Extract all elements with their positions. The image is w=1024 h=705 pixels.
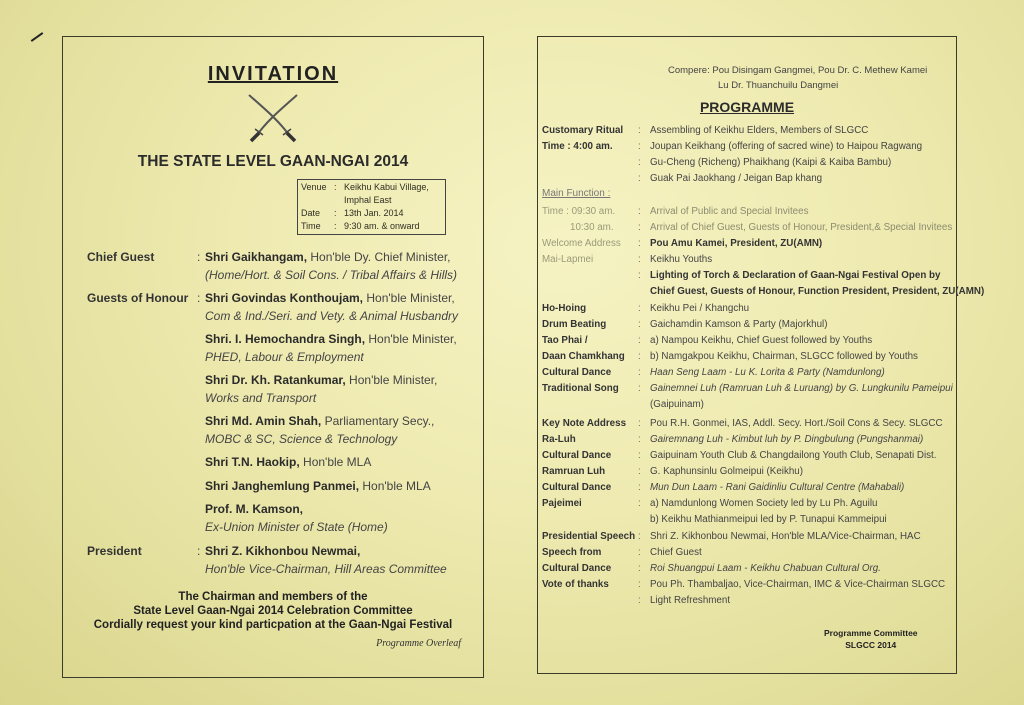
programme-colon: : [638, 173, 641, 184]
programme-item-label: Tao Phai / [542, 335, 588, 346]
programme-row [542, 204, 952, 220]
programme-item-label: Pajeimei [542, 498, 582, 509]
compere-label: Compere: [668, 65, 710, 76]
programme-item-value: Keikhu Youths [650, 254, 713, 265]
chief-guest-name: Shri Gaikhangam, [205, 250, 308, 264]
venue-key [301, 194, 334, 207]
programme-item-value: Shri Z. Kikhonbou Newmai, Hon'ble MLA/Vice-Chairman, HAC [650, 531, 921, 542]
request-line: Cordially request your kind particpation at the Gaan-Ngai Festival [93, 619, 453, 631]
compere-names: Pou Disingam Gangmei, Pou Dr. C. Methew Kamei [709, 65, 928, 76]
programme-colon: : [638, 319, 641, 330]
programme-colon: : [638, 531, 641, 542]
guest-entry [205, 500, 388, 536]
time-key: Time [301, 221, 321, 231]
programme-item-label: Customary Ritual [542, 125, 624, 136]
programme-row [542, 317, 952, 333]
programme-row [542, 301, 952, 317]
date-key: Date [301, 208, 321, 218]
programme-item-value: Keikhu Pei / Khangchu [650, 303, 750, 314]
chief-guest [205, 248, 457, 284]
programme-row [542, 139, 952, 155]
programme-colon: : [638, 563, 641, 574]
programme-item-value: Light Refreshment [650, 595, 731, 606]
programme-item-label: Drum Beating [542, 319, 607, 330]
programme-colon: : [638, 254, 641, 265]
programme-item-value: Roi Shuangpui Laam - Keikhu Chabuan Cultural Org. [650, 563, 881, 574]
guest-name: Shri. I. Hemochandra Singh, [205, 332, 366, 346]
programme-item-label: Cultural Dance [542, 482, 612, 493]
programme-item-value: Lighting of Torch & Declaration of Gaan-Ngai Festival Open by [650, 270, 941, 281]
programme-item-value: b) Keikhu Mathianmeipui led by P. Tunapui Kammeipui [650, 514, 887, 525]
programme-colon: : [638, 367, 641, 378]
programme-item-label: Ra-Luh [542, 434, 576, 445]
programme-colon: : [638, 222, 641, 233]
chief-guest-role: Hon'ble Dy. Chief Minister, [307, 250, 451, 264]
committee-name: Programme Committee [824, 628, 918, 638]
programme-item-value: G. Kaphunsinlu Golmeipui (Keikhu) [650, 466, 804, 477]
programme-row [542, 496, 952, 512]
programme-item-label: Cultural Dance [542, 450, 612, 461]
guest-portfolio: Com & Ind./Seri. and Vety. & Animal Husbandry [205, 309, 459, 323]
programme-row [542, 252, 952, 268]
programme-title: PROGRAMME [699, 99, 795, 115]
guest-entry [205, 371, 437, 407]
colon: : [197, 291, 201, 305]
programme-colon: : [638, 270, 641, 281]
programme-item-value: Pou Amu Kamei, President, ZU(AMN) [650, 238, 823, 249]
programme-item-value: a) Namdunlong Women Society led by Lu Ph. Aguilu [650, 498, 878, 509]
programme-row [542, 577, 952, 593]
programme-colon: : [638, 125, 641, 136]
programme-row [542, 561, 952, 577]
guest-entry [205, 289, 458, 325]
guests-of-honour-label: Guests of Honour [87, 291, 189, 305]
programme-item-label: Cultural Dance [542, 563, 612, 574]
guest-role: Hon'ble MLA [299, 455, 372, 469]
programme-row [542, 480, 952, 496]
guest-role: Hon'ble Minister, [365, 332, 457, 346]
programme-item-value: (Gaipuinam) [650, 399, 704, 410]
guest-role: Hon'ble Minister, [345, 373, 438, 387]
guest-name: Shri Janghemlung Panmei, [205, 479, 360, 493]
programme-row [542, 171, 952, 187]
programme-colon: : [638, 482, 641, 493]
programme-colon: : [638, 383, 641, 394]
president-portfolio: Hon'ble Vice-Chairman, Hill Areas Committee [205, 562, 447, 576]
guest-name: Prof. M. Kamson, [205, 502, 304, 516]
programme-panel [537, 36, 985, 674]
time-row: Time : 9:30 am. & onward [301, 221, 420, 231]
guest-portfolio: Works and Transport [205, 391, 317, 405]
guest-role: Hon'ble Minister, [363, 291, 455, 305]
programme-row [542, 365, 952, 381]
programme-row [542, 123, 952, 139]
venue-row [301, 194, 442, 207]
request-line: State Level Gaan-Ngai 2014 Celebration Committee [133, 605, 413, 617]
programme-colon: : [638, 595, 641, 606]
programme-row [542, 220, 952, 236]
venue-row: Venue : Keikhu Kabui Village, [301, 182, 429, 192]
programme-row [542, 529, 952, 545]
guest-role: Parliamentary Secy., [321, 414, 435, 428]
programme-row [542, 397, 952, 413]
guest-name: Shri T.N. Haokip, [205, 455, 300, 469]
programme-item-value: Gairemnang Luh - Kimbut luh by P. Dingbulung (Pungshanmai) [650, 434, 924, 445]
programme-item-value: Mun Dun Laam - Rani Gaidinliu Cultural Centre (Mahabali) [650, 482, 905, 493]
crossed-swords-icon [245, 91, 301, 145]
programme-item-label: Daan Chamkhang [542, 351, 625, 362]
programme-item-value: Chief Guest, Guests of Honour, Function President, President, ZU(AMN) [650, 286, 985, 297]
guest-portfolio: Ex-Union Minister of State (Home) [205, 520, 388, 534]
programme-row [542, 349, 952, 365]
programme-item-label: Time : 4:00 am. [542, 141, 613, 152]
festival-title: THE STATE LEVEL GAAN-NGAI 2014 [137, 153, 409, 170]
invitation-panel [62, 36, 484, 678]
programme-colon: : [638, 157, 641, 168]
president-label: President [87, 544, 142, 558]
programme-colon: : [638, 303, 641, 314]
programme-row [542, 448, 952, 464]
programme-row [542, 333, 952, 349]
programme-row [542, 155, 952, 171]
programme-colon: : [638, 238, 641, 249]
programme-item-value: Guak Pai Jaokhang / Jeigan Bap khang [650, 173, 823, 184]
guest-role: Hon'ble MLA [359, 479, 431, 493]
programme-item-value: Pou Ph. Thambaljao, Vice-Chairman, IMC & Vice-Chairman SLGCC [650, 579, 946, 590]
programme-item-value: Joupan Keikhang (offering of sacred wine) to Haipou Ragwang [650, 141, 923, 152]
programme-item-label: Key Note Address [542, 418, 627, 429]
programme-item-value: Pou R.H. Gonmei, IAS, Addl. Secy. Hort./Soil Cons & Secy. SLGCC [650, 418, 943, 429]
programme-row [542, 593, 952, 609]
programme-row [542, 268, 952, 284]
chief-guest-portfolio: (Home/Hort. & Soil Cons. / Tribal Affairs & Hills) [205, 268, 458, 282]
pen-mark [31, 32, 44, 42]
programme-colon: : [638, 466, 641, 477]
programme-row [542, 432, 952, 448]
programme-colon: : [638, 335, 641, 346]
programme-committee [824, 627, 918, 651]
programme-item-value: Arrival of Public and Special Invitees [650, 206, 809, 217]
committee-year: SLGCC 2014 [845, 640, 897, 650]
venue-value: Keikhu Kabui Village, [344, 182, 429, 192]
programme-colon: : [638, 418, 641, 429]
programme-item-value: Gainemnei Luh (Ramruan Luh & Luruang) by G. Lungkunilu Pameipui [650, 383, 953, 394]
programme-colon: : [638, 450, 641, 461]
programme-item-value: Haan Seng Laam - Lu K. Lorita & Party (Namdunlong) [650, 367, 885, 378]
programme-colon: : [638, 579, 641, 590]
compere [668, 63, 927, 93]
colon: : [197, 544, 201, 558]
programme-item-value: Gaichamdin Kamson & Party (Majorkhul) [650, 319, 828, 330]
programme-row [542, 512, 952, 528]
main-function-heading: Main Function : [542, 188, 611, 199]
programme-item-label: Cultural Dance [542, 367, 612, 378]
guest-entry [205, 477, 431, 495]
guest-entry [205, 412, 434, 448]
programme-row [542, 416, 952, 432]
programme-item-value: Chief Guest [650, 547, 702, 558]
programme-colon: : [638, 206, 641, 217]
programme-item-label: 10:30 am. [570, 222, 614, 233]
programme-item-value: a) Nampou Keikhu, Chief Guest followed by Youths [650, 335, 873, 346]
programme-item-label: Presidential Speech [542, 531, 636, 542]
programme-colon: : [638, 141, 641, 152]
programme-item-value: Gu-Cheng (Richeng) Phaikhang (Kaipi & Kaiba Bambu) [650, 157, 892, 168]
programme-row [542, 284, 985, 300]
guest-name: Shri Govindas Konthoujam, [205, 291, 364, 305]
programme-colon: : [638, 434, 641, 445]
programme-overleaf-note: Programme Overleaf [376, 638, 461, 649]
programme-item-value: b) Namgakpou Keikhu, Chairman, SLGCC followed by Youths [650, 351, 918, 362]
invitation-title: INVITATION [207, 63, 339, 85]
programme-item-value: Assembling of Keikhu Elders, Members of SLGCC [650, 125, 869, 136]
programme-item-label: Vote of thanks [542, 579, 609, 590]
request-line: The Chairman and members of the [178, 591, 368, 603]
guest-portfolio: MOBC & SC, Science & Technology [205, 432, 398, 446]
guest-name: Shri Md. Amin Shah, [205, 414, 322, 428]
venue-box [297, 179, 446, 235]
programme-item-label: Ho-Hoing [542, 303, 587, 314]
programme-item-label: Mai-Lapmei [542, 254, 594, 265]
programme-item-label: Welcome Address [542, 238, 621, 249]
date-row: Date : 13th Jan. 2014 [301, 208, 404, 218]
guest-entry [205, 453, 371, 471]
programme-item-value: Gaipuinam Youth Club & Changdailong Youth Club, Senapati Dist. [650, 450, 937, 461]
compere-names-2: Lu Dr. Thuanchuilu Dangmei [718, 80, 839, 91]
colon: : [197, 250, 201, 264]
programme-item-label: Time : 09:30 am. [542, 206, 616, 217]
programme-item-label: Speech from [542, 547, 602, 558]
venue-key: Venue [301, 182, 327, 192]
programme-item-value: Arrival of Chief Guest, Guests of Honour, President,& Special Invitees [650, 222, 953, 233]
programme-item-label: Traditional Song [542, 383, 619, 394]
programme-row [542, 545, 952, 561]
time-value: 9:30 am. & onward [344, 221, 420, 231]
date-value: 13th Jan. 2014 [344, 208, 404, 218]
programme-item-label: Ramruan Luh [542, 466, 606, 477]
president-name: Shri Z. Kikhonbou Newmai, [205, 544, 361, 558]
president [205, 542, 447, 578]
programme-row [542, 236, 952, 252]
guest-portfolio: PHED, Labour & Employment [205, 350, 364, 364]
programme-row [542, 381, 952, 397]
guest-entry [205, 330, 457, 366]
venue-value: Imphal East [344, 195, 392, 205]
programme-colon: : [638, 547, 641, 558]
programme-colon: : [638, 351, 641, 362]
chief-guest-label: Chief Guest [87, 250, 155, 264]
guest-name: Shri Dr. Kh. Ratankumar, [205, 373, 346, 387]
programme-colon: : [638, 498, 641, 509]
programme-row [542, 464, 952, 480]
